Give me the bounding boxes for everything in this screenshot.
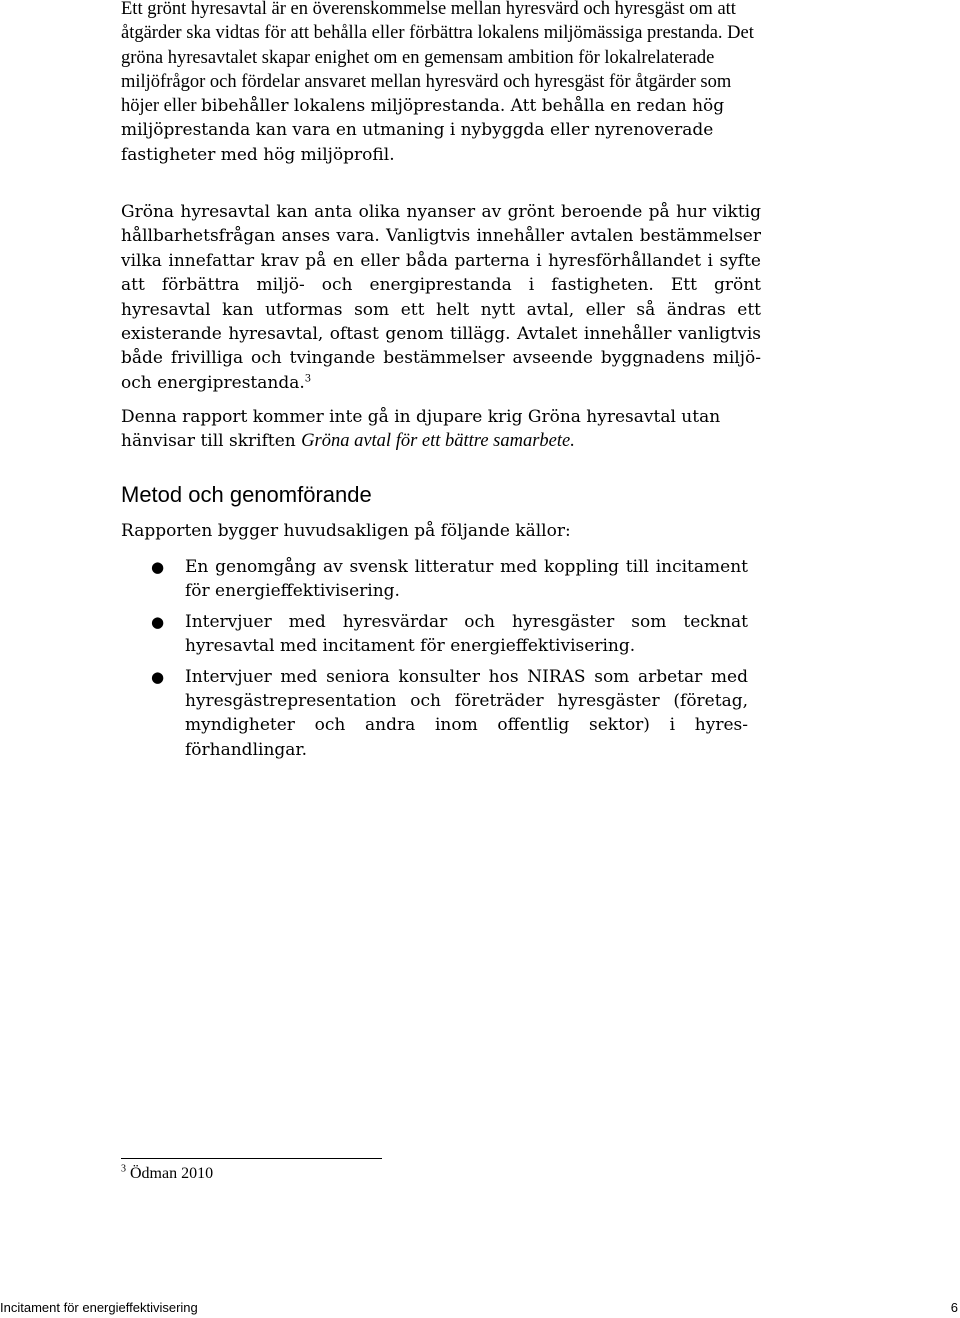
footnote — [121, 1164, 213, 1184]
list-item-text: Intervjuer med hyresvärdar och hyresgäster som tecknat hyresavtal med incitament för energieffektivisering. — [185, 611, 748, 657]
bullet-icon: ● — [151, 667, 165, 686]
paragraph-text: Denna rapport kommer inte gå in djupare krig Gröna hyresavtal utan hänvisar till skriften — [121, 407, 721, 452]
bullet-icon: ● — [151, 612, 165, 631]
list-item — [121, 555, 748, 604]
paragraph-text: Gröna hyresavtal kan anta olika nyanser av grönt beroende på hur viktig hållbarhetsfrågan anses vara. Vanligtvis innehåller avtalen bestämmelser vilka innefattar krav på en eller båda parterna i hyresförhållandet i syfte att förbättra miljö- och energiprestanda i fastigheten. Ett grönt hyresavtal kan utformas som ett helt nytt avtal, eller så ändras ett existerande hyresavtal, oftast genom tillägg. Avtalet innehåller vanligtvis både frivilliga och tvingande bestämmelser avseende byggnadens miljö- och energiprestanda. — [121, 202, 761, 393]
footer-document-title: Incitament för energieffektivisering — [0, 1300, 198, 1315]
paragraph-green-lease-definition — [121, 0, 771, 167]
sources-list — [121, 555, 761, 768]
list-item — [121, 665, 748, 763]
footnote-number: 3 — [121, 1163, 126, 1175]
paragraph-green-lease-variants — [121, 200, 761, 395]
referenced-publication-title: Gröna avtal för ett bättre samarbete. — [301, 431, 575, 452]
paragraph-part-2: bibehåller lokalens miljöprestanda. Att behålla en redan hög miljöprestanda kan vara en utmaning i nybyggda eller nyrenoverade fastigheter med hög miljöprofil. — [121, 96, 725, 165]
list-item — [121, 610, 748, 659]
paragraph-report-scope — [121, 405, 751, 454]
paragraph-part-1: Ett grönt hyresavtal är en överenskommelse mellan hyresvärd och hyresgäst om att åtgärder ska vidtas för att behålla eller förbättra lokalens miljömässiga prestanda. Det gröna hyresavtalet skapar enighet om en gemensam ambition för lokalrelaterade miljöfrågor och fördelar ansvaret mellan hyresvärd och hyresgäst för åtgärder som höjer eller — [121, 0, 754, 117]
footnote-reference[interactable]: 3 — [304, 373, 312, 385]
list-item-text: Intervjuer med seniora konsulter hos NIRAS som arbetar med hyresgästrepresentation och företräder hyresgäster (företag, myndigheter och andra inom offentlig sektor) i hyres- förhandlingar. — [185, 666, 748, 760]
footer-page-number: 6 — [950, 1300, 958, 1315]
section-intro: Rapporten bygger huvudsakligen på följande källor: — [121, 521, 571, 541]
list-item-text: En genomgång av svensk litteratur med koppling till incitament för energieffektivisering. — [185, 557, 748, 602]
section-heading: Metod och genomförande — [121, 482, 372, 507]
footnote-divider — [121, 1158, 382, 1159]
bullet-icon: ● — [151, 558, 165, 576]
footnote-text: Ödman 2010 — [130, 1165, 214, 1182]
